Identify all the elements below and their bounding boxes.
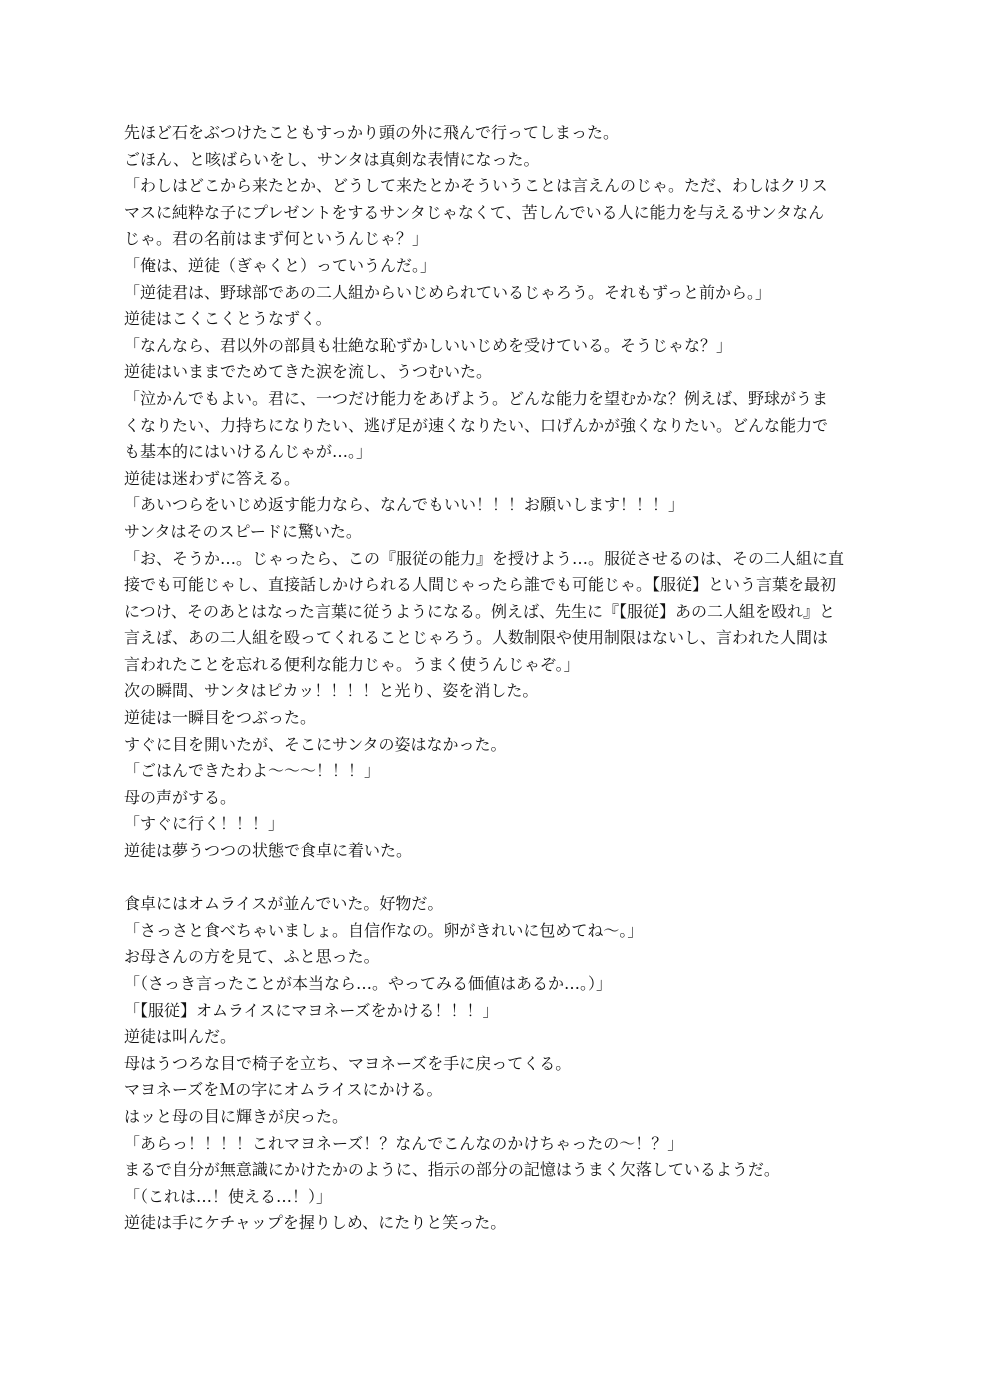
text-line: 逆徒はいままでためてきた涙を流し、うつむいた。 bbox=[124, 362, 493, 382]
text-line: マスに純粋な子にプレゼントをするサンタじゃなくて、苦しんでいる人に能力を与えるサンタなん bbox=[124, 202, 825, 222]
text-line: 「わしはどこから来たとか、どうして来たとかそういうことは言えんのじゃ。ただ、わしはクリス bbox=[124, 176, 828, 196]
blank-line bbox=[124, 865, 884, 892]
text-line: 逆徒は叫んだ。 bbox=[124, 1027, 237, 1047]
text-line: 母の声がする。 bbox=[124, 787, 237, 807]
text-line: 言えば、あの二人組を殴ってくれることじゃろう。人数制限や使用制限はないし、言われた人間は bbox=[124, 628, 829, 648]
text-line: 「（これは…！使える…！）」 bbox=[124, 1186, 333, 1206]
text-line: じゃ。君の名前はまず何というんじゃ？」 bbox=[124, 229, 429, 249]
text-line: 逆徒は一瞬目をつぶった。 bbox=[124, 708, 317, 728]
text-line: 「すぐに行く！！！」 bbox=[124, 814, 285, 834]
text-line: も基本的にはいけるんじゃが…。」 bbox=[124, 442, 373, 462]
text-line: 食卓にはオムライスが並んでいた。好物だ。 bbox=[124, 894, 444, 914]
text-line: 「お、そうか…。じゃったら、この『服従の能力』を授けよう…。服従させるのは、その二人組に直 bbox=[124, 548, 845, 568]
text-line: マヨネーズをＭの字にオムライスにかける。 bbox=[124, 1080, 443, 1100]
text-line: お母さんの方を見て、ふと思った。 bbox=[124, 947, 380, 967]
text-line: 「なんなら、君以外の部員も壮絶な恥ずかしいいじめを受けている。そうじゃな？」 bbox=[124, 335, 733, 355]
document-body bbox=[124, 120, 884, 1237]
text-line: 「俺は、逆徒（ぎゃくと）っていうんだ。」 bbox=[124, 255, 437, 275]
text-line: 「あいつらをいじめ返す能力なら、なんでもいい！！！お願いします！！！」 bbox=[124, 495, 685, 515]
text-line: くなりたい、力持ちになりたい、逃げ足が速くなりたい、口げんかが強くなりたい。どんな能力で bbox=[124, 415, 829, 435]
text-line: 「泣かんでもよい。君に、一つだけ能力をあげよう。どんな能力を望むかな？例えば、野球がうま bbox=[124, 388, 829, 408]
text-line: 逆徒はこくこくとうなずく。 bbox=[124, 309, 332, 329]
text-line: サンタはそのスピードに驚いた。 bbox=[124, 521, 362, 541]
text-line: 逆徒は迷わずに答える。 bbox=[124, 468, 301, 488]
text-line: 先ほど石をぶつけたこともすっかり頭の外に飛んで行ってしまった。 bbox=[124, 123, 620, 142]
text-line: 次の瞬間、サンタはピカッ！！！！と光り、姿を消した。 bbox=[124, 681, 539, 701]
text-line: 「【服従】オムライスにマヨネーズをかける！！！」 bbox=[124, 1000, 499, 1020]
text-line: 逆徒は夢うつつの状態で食卓に着いた。 bbox=[124, 841, 413, 861]
text-line: 接でも可能じゃし、直接話しかけられる人間じゃったら誰でも可能じゃ。【服従】という言葉を最初 bbox=[124, 575, 837, 595]
text-line: まるで自分が無意識にかけたかのように、指示の部分の記憶はうまく欠落しているようだ。 bbox=[124, 1160, 780, 1180]
text-line: 「あらっ！！！！これマヨネーズ！？なんでこんなのかけちゃったの～！？」 bbox=[124, 1133, 684, 1153]
text-line: 「逆徒君は、野球部であの二人組からいじめられているじゃろう。それもずっと前から。」 bbox=[124, 282, 772, 302]
text-line: 母はうつろな目で椅子を立ち、マヨネーズを手に戻ってくる。 bbox=[124, 1053, 572, 1073]
text-line: 逆徒は手にケチャップを握りしめ、にたりと笑った。 bbox=[124, 1213, 507, 1233]
text-line: 「さっさと食べちゃいましょ。自信作なの。卵がきれいに包めてね～。」 bbox=[124, 920, 644, 940]
text-line: 「ごはんできたわよ～～～！！！」 bbox=[124, 761, 381, 781]
text-line: につけ、そのあとはなった言葉に従うようになる。例えば、先生に『【服従】あの二人組を殴れ』と bbox=[124, 601, 836, 621]
text-line: ごほん、と咳ばらいをし、サンタは真剣な表情になった。 bbox=[124, 149, 540, 169]
text-line: はッと母の目に輝きが戻った。 bbox=[124, 1106, 349, 1126]
text-line: 言われたことを忘れる便利な能力じゃ。うまく使うんじゃぞ。」 bbox=[124, 654, 580, 674]
text-line: すぐに目を開いたが、そこにサンタの姿はなかった。 bbox=[124, 734, 507, 754]
text-line: 「（さっき言ったことが本当なら…。やってみる価値はあるか…。）」 bbox=[124, 974, 613, 993]
